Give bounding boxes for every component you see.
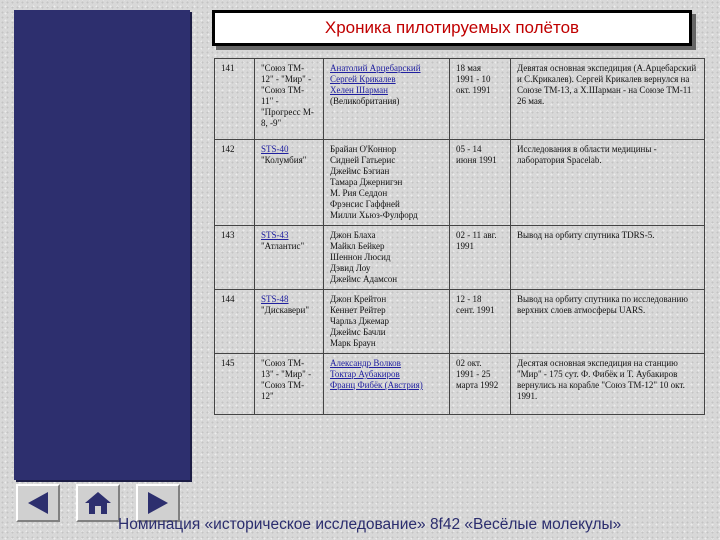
crew-cell: [324, 226, 450, 290]
crew-member: М. Рия Седдон: [330, 188, 388, 198]
crew-link[interactable]: Хелен Шарман: [330, 85, 388, 95]
ship-line: "Прогресс М-: [261, 107, 314, 117]
date-line: окт. 1991: [456, 85, 491, 95]
date-line: 18 мая: [456, 63, 482, 73]
date-cell: [450, 140, 511, 226]
crew-member: Сидней Гатьерис: [330, 155, 396, 165]
crew-member: Джон Блаха: [330, 230, 376, 240]
row-number: 144: [215, 290, 255, 354]
ship-line: 12" - "Мир" -: [261, 74, 312, 84]
crew-member: Шеннон Люсид: [330, 252, 391, 262]
home-button[interactable]: [76, 484, 120, 522]
mission-link[interactable]: STS-43: [261, 230, 289, 240]
ship-line: 8, -9": [261, 118, 282, 128]
date-line: сент. 1991: [456, 305, 495, 315]
notes-cell: Десятая основная экспедиция на станцию "Мир" - 175 сут. Ф. Фибёк и Т. Аубакиров вернулись на корабле "Союз ТМ-12" 10 окт. 1991.: [511, 354, 705, 415]
home-icon: [83, 490, 113, 516]
crew-member: Кеннет Рейтер: [330, 305, 386, 315]
date-line: 1991 - 10: [456, 74, 491, 84]
ship-line: "Союз ТМ-: [261, 380, 305, 390]
crew-member: (Великобритания): [330, 96, 400, 106]
crew-cell: [324, 354, 450, 415]
crew-link[interactable]: Анатолий Арцебарский: [330, 63, 421, 73]
page-title-text: Хроника пилотируемых полётов: [324, 18, 580, 37]
row-number: 141: [215, 59, 255, 140]
ship-cell: [255, 354, 324, 415]
crew-member: Чарльз Джемар: [330, 316, 389, 326]
table-row: [215, 226, 705, 290]
notes-cell: Девятая основная экспедиция (А.Арцебарский и С.Крикалев). Сергей Крикалев вернулся на Союзе ТМ-13, а Х.Шарман - на Союзе ТМ-11 26 мая.: [511, 59, 705, 140]
crew-member: Дэвид Лоу: [330, 263, 371, 273]
sidebar-panel: [14, 10, 190, 480]
notes-cell: Вывод на орбиту спутника TDRS-5.: [511, 226, 705, 290]
crew-member: Милли Хьюз-Фулфорд: [330, 210, 418, 220]
crew-member: Майкл Бейкер: [330, 241, 385, 251]
date-cell: [450, 354, 511, 415]
notes-cell: Вывод на орбиту спутника по исследованию верхних слоев атмосферы UARS.: [511, 290, 705, 354]
ship-line: 13" - "Мир" -: [261, 369, 312, 379]
date-line: марта 1992: [456, 380, 499, 390]
crew-cell: [324, 290, 450, 354]
crew-link[interactable]: Сергей Крикалев: [330, 74, 396, 84]
mission-link[interactable]: STS-48: [261, 294, 289, 304]
ship-line: "Союз ТМ-: [261, 358, 305, 368]
page-title: [212, 10, 692, 46]
crew-member: Джеймс Адамсон: [330, 274, 398, 284]
date-cell: [450, 226, 511, 290]
crew-member: Джон Крейтон: [330, 294, 387, 304]
table-row: [215, 290, 705, 354]
crew-member: Джеймс Бачли: [330, 327, 386, 337]
prev-button[interactable]: [16, 484, 60, 522]
crew-member: Джеймс Бэгиан: [330, 166, 390, 176]
crew-member: Марк Браун: [330, 338, 376, 348]
footer-caption: Номинация «историческое исследование» 8f42 «Весёлые молекулы»: [118, 516, 622, 533]
row-number: 145: [215, 354, 255, 415]
triangle-left-icon: [24, 490, 52, 516]
table-row: [215, 59, 705, 140]
ship-line: 12": [261, 391, 274, 401]
ship-line: "Атлантис": [261, 241, 305, 251]
ship-cell: [255, 59, 324, 140]
triangle-right-icon: [144, 490, 172, 516]
date-line: 12 - 18: [456, 294, 482, 304]
ship-line: "Дискавери": [261, 305, 310, 315]
row-number: 142: [215, 140, 255, 226]
crew-link[interactable]: Токтар Аубакиров: [330, 369, 400, 379]
date-line: 05 - 14: [456, 144, 482, 154]
crew-link[interactable]: Франц Фибёк (Австрия): [330, 380, 423, 390]
date-line: 02 окт.: [456, 358, 482, 368]
crew-cell: [324, 59, 450, 140]
date-line: июня 1991: [456, 155, 497, 165]
ship-cell: [255, 290, 324, 354]
chronicle-table: [214, 58, 705, 415]
date-line: 1991: [456, 241, 474, 251]
crew-member: Фрэнсис Гаффней: [330, 199, 400, 209]
ship-line: "Колумбия": [261, 155, 307, 165]
mission-link[interactable]: STS-40: [261, 144, 289, 154]
ship-line: "Союз ТМ-: [261, 85, 305, 95]
row-number: 143: [215, 226, 255, 290]
notes-cell: Исследования в области медицины - лаборатория Spacelab.: [511, 140, 705, 226]
crew-cell: [324, 140, 450, 226]
date-line: 02 - 11 авг.: [456, 230, 497, 240]
date-line: 1991 - 25: [456, 369, 491, 379]
crew-member: Брайан О'Коннор: [330, 144, 397, 154]
crew-link[interactable]: Александр Волков: [330, 358, 401, 368]
ship-cell: [255, 226, 324, 290]
ship-line: 11" -: [261, 96, 279, 106]
ship-line: "Союз ТМ-: [261, 63, 305, 73]
table-row: [215, 354, 705, 415]
crew-member: Тамара Джернигэн: [330, 177, 403, 187]
date-cell: [450, 59, 511, 140]
table-row: [215, 140, 705, 226]
date-cell: [450, 290, 511, 354]
ship-cell: [255, 140, 324, 226]
